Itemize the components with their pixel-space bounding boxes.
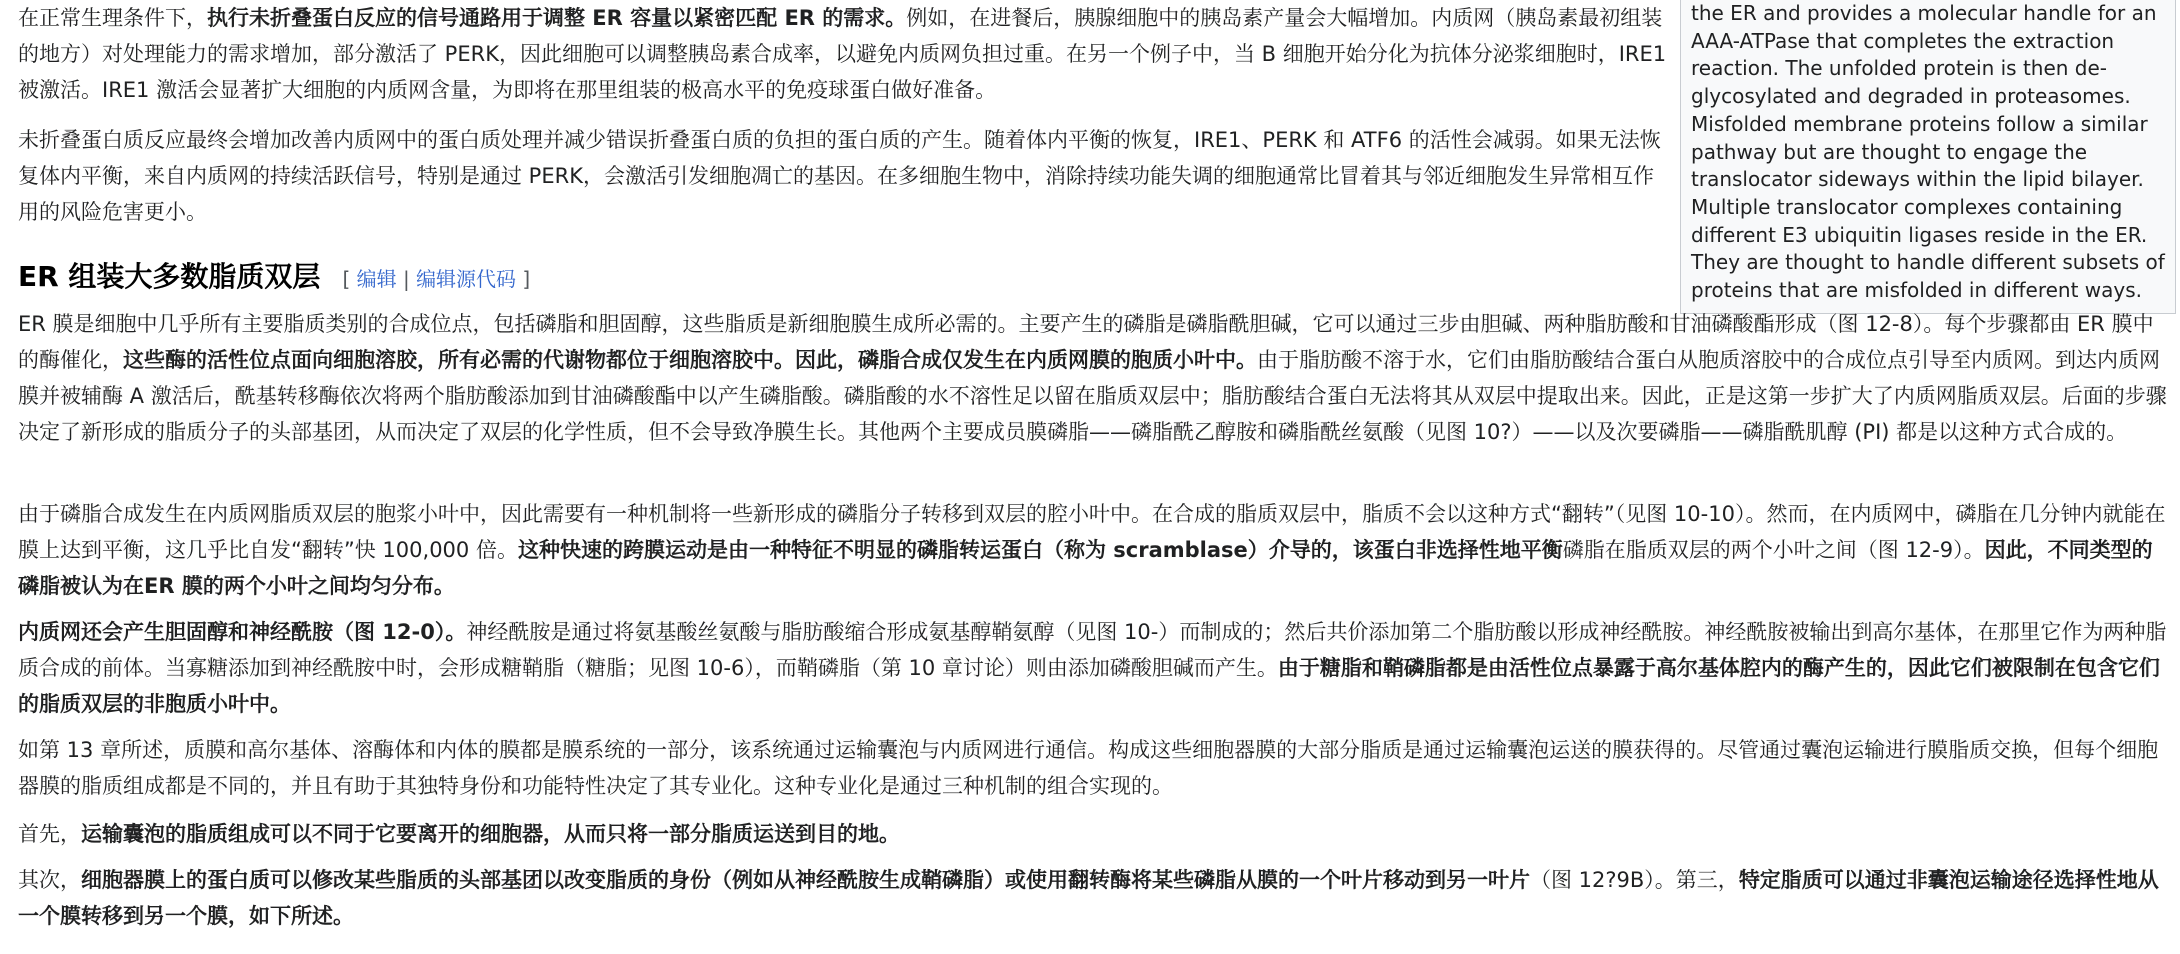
paragraph-text — [18, 816, 2168, 852]
sidebar-note-text: the ER and provides a molecular handle for an AAA-ATPase that completes the extraction reaction. The unfolded protein is then de-glycosylated and degraded in proteasomes. Misfolded membrane proteins follow a similar pathway but are thought to engage the translocator sideways within the lipid bilayer. Multiple translocator complexes containing different E3 ubiquitin ligases reside in the ER. They are thought to handle different subsets of proteins that are misfolded in different ways. — [1691, 1, 2165, 303]
text-run: 由于脂肪酸不溶于水，它们由脂肪酸结合蛋白从胞质溶胶中的合成位点引导至内质网。到达内质网膜并被辅酶 A 激活后，酰基转移酶依次将两个脂肪酸添加到甘油磷酸酯中以产生磷脂酸。磷脂酸的水不溶性足以留在脂质双层中；脂肪酸结合蛋白无法将其从双层中提取出来。因此，正是这第一步扩大了内质网脂质双层。后面的步骤决定了新形成的脂质分子的头部基团，从而决定了双层的化学性质，但不会导致净膜生长。其他两个主要成员膜磷脂——磷脂酰乙醇胺和磷脂酰丝氨酸（见图 10?）——以及次要磷脂——磷脂酰肌醇 (PI) 都是以这种方式合成的。 — [18, 348, 2167, 444]
bold-text-run: 特定脂质可以通过非囊泡运输途径选择性地从一个膜转移到另一个膜，如下所述。 — [18, 868, 2159, 928]
section-heading: ER 组装大多数脂质双层 — [18, 260, 321, 293]
paragraph-text — [18, 614, 2168, 722]
bold-text-run: 由于糖脂和鞘磷脂都是由活性位点暴露于高尔基体腔内的酶产生的，因此它们被限制在包含它们的脂质双层的非胞质小叶中。 — [18, 656, 2160, 716]
bold-text-run: 运输囊泡的脂质组成可以不同于它要离开的细胞器，从而只将一部分脂质运送到目的地。 — [81, 822, 900, 846]
bold-text-run: 这种快速的跨膜运动是由一种特征不明显的磷脂转运蛋白（称为 scramblase）介导的，该蛋白非选择性地平衡 — [517, 538, 1563, 562]
section-heading-row — [18, 255, 530, 295]
bold-text-run: 内质网还会产生胆固醇和神经酰胺（图 12-0）。 — [18, 620, 467, 644]
text-run: 其次， — [18, 868, 81, 892]
paragraph-6 — [18, 732, 2168, 804]
edit-source-link[interactable]: 编辑源代码 — [416, 267, 517, 291]
text-run: 磷脂在脂质双层的两个小叶之间（图 12-9）。 — [1562, 538, 1985, 562]
bracket-open: [ — [342, 267, 357, 291]
text-run: 首先， — [18, 822, 81, 846]
text-run: 如第 13 章所述，质膜和高尔基体、溶酶体和内体的膜都是膜系统的一部分，该系统通过运输囊泡与内质网进行通信。构成这些细胞器膜的大部分脂质是通过运输囊泡运送的膜获得的。尽管通过囊泡运输进行膜脂质交换，但每个细胞器膜的脂质组成都是不同的，并且有助于其独特身份和功能特性决定了其专业化。这种专业化是通过三种机制的组合实现的。 — [18, 738, 2159, 798]
paragraph-3 — [18, 306, 2168, 450]
paragraph-text — [18, 306, 2168, 450]
sidebar-note-box — [1680, 0, 2176, 314]
edit-link[interactable]: 编辑 — [356, 267, 397, 291]
bold-text-run: 这些酶的活性位点面向细胞溶胶，所有必需的代谢物都位于细胞溶胶中。因此，磷脂合成仅发生在内质网膜的胞质小叶中。 — [123, 348, 1257, 372]
text-run: ER 膜是细胞中几乎所有主要脂质类别的合成位点，包括磷脂和胆固醇，这些脂质是新细胞膜生成所必需的。主要产生的磷脂是磷脂酰胆碱，它可以通过三步由胆碱、两种脂肪酸和甘油磷酸酯形成（图 12-8）。每个步骤都由 ER 膜中的酶催化， — [18, 312, 2154, 372]
text-run: 由于磷脂合成发生在内质网脂质双层的胞浆小叶中，因此需要有一种机制将一些新形成的磷脂分子转移到双层的腔小叶中。在合成的脂质双层中，脂质不会以这种方式“翻转”（见图 10-10）。然而，在内质网中，磷脂在几分钟内就能在膜上达到平衡，这几乎比自发“翻转”快 100,000 倍。 — [18, 502, 2166, 562]
paragraph-2 — [18, 122, 1668, 230]
text-run: 神经酰胺是通过将氨基酸丝氨酸与脂肪酸缩合形成氨基醇鞘氨醇（见图 10-）而制成的；然后共价添加第二个脂肪酸以形成神经酰胺。神经酰胺被输出到高尔基体，在那里它作为两种脂质合成的前体。当寡糖添加到神经酰胺中时，会形成糖鞘脂（糖脂；见图 10-6），而鞘磷脂（第 10 章讨论）则由添加磷酸胆碱而产生。 — [18, 620, 2167, 680]
bold-text-run: 执行未折叠蛋白反应的信号通路用于调整 ER 容量以紧密匹配 ER 的需求。 — [207, 6, 907, 30]
bold-text-run: 因此，不同类型的磷脂被认为在ER 膜的两个小叶之间均匀分布。 — [18, 538, 2153, 598]
paragraph-5 — [18, 614, 2168, 722]
bracket-close: ] — [516, 267, 531, 291]
paragraph-7 — [18, 816, 2168, 852]
paragraph-8 — [18, 862, 2168, 934]
paragraph-4 — [18, 496, 2168, 604]
paragraph-text — [18, 496, 2168, 604]
paragraph-text — [18, 862, 2168, 934]
text-run: 例如，在进餐后，胰腺细胞中的胰岛素产量会大幅增加。内质网（胰岛素最初组装的地方）对处理能力的需求增加，部分激活了 PERK，因此细胞可以调整胰岛素合成率，以避免内质网负担过重。在另一个例子中，当 B 细胞开始分化为抗体分泌浆细胞时，IRE1 被激活。IRE1 激活会显著扩大细胞的内质网含量，为即将在那里组装的极高水平的免疫球蛋白做好准备。 — [18, 6, 1667, 102]
edit-separator: | — [396, 267, 417, 291]
text-run: （图 12?9B）。第三， — [1530, 868, 1739, 892]
paragraph-text — [18, 122, 1668, 230]
paragraph-text — [18, 0, 1668, 108]
paragraph-1 — [18, 0, 1668, 108]
edit-section-links — [342, 263, 530, 292]
paragraph-text — [18, 732, 2168, 804]
bold-text-run: 细胞器膜上的蛋白质可以修改某些脂质的头部基团以改变脂质的身份（例如从神经酰胺生成鞘磷脂）或使用翻转酶将某些磷脂从膜的一个叶片移动到另一叶片 — [81, 868, 1530, 892]
text-run: 在正常生理条件下， — [18, 6, 207, 30]
text-run: 未折叠蛋白质反应最终会增加改善内质网中的蛋白质处理并减少错误折叠蛋白质的负担的蛋白质的产生。随着体内平衡的恢复，IRE1、PERK 和 ATF6 的活性会减弱。如果无法恢复体内平衡，来自内质网的持续活跃信号，特别是通过 PERK，会激活引发细胞凋亡的基因。在多细胞生物中，消除持续功能失调的细胞通常比冒着其与邻近细胞发生异常相互作用的风险危害更小。 — [18, 128, 1661, 224]
